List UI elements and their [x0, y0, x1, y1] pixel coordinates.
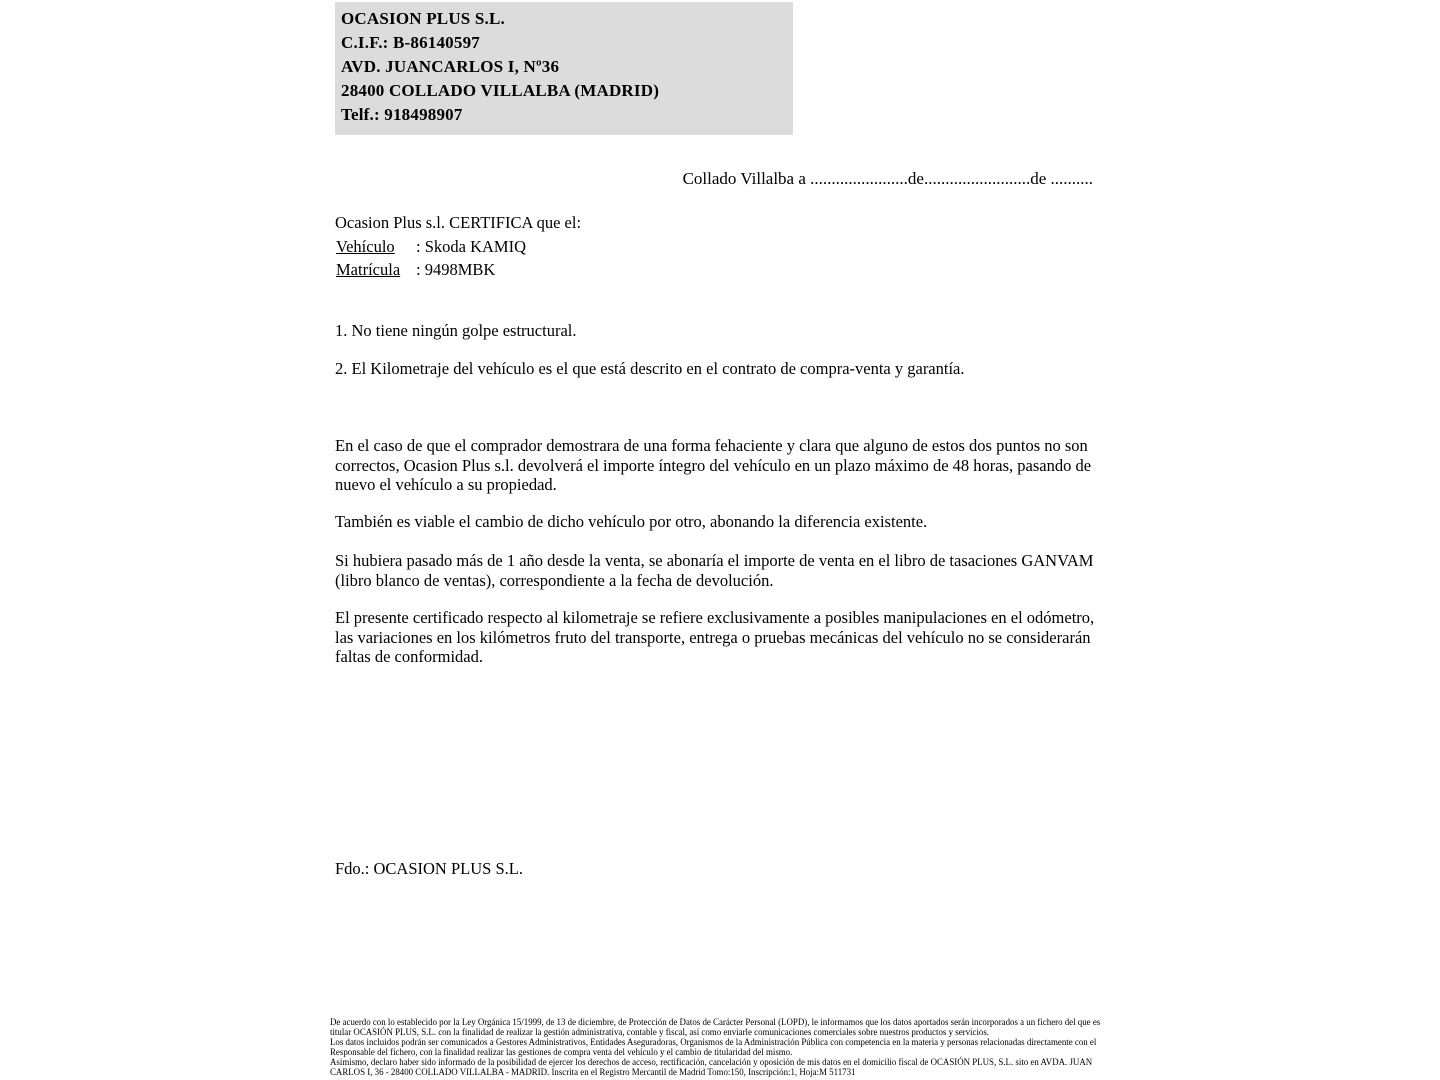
certifica-intro: Ocasion Plus s.l. CERTIFICA que el: [335, 213, 582, 232]
paragraph-refund: En el caso de que el comprador demostrara de una forma fehaciente y clara que alguno de estos dos puntos no son correctos, Ocasion Plus s.l. devolverá el importe íntegro del vehículo en un plazo máximo de 48 horas, pasando de nuevo el vehículo a su propiedad. [335, 436, 1092, 494]
vehicle-value: : Skoda KAMIQ [416, 237, 526, 256]
certificate-point-2: 2. El Kilometraje del vehículo es el que está descrito en el contrato de compra-venta y garantía. [335, 359, 965, 378]
company-city: 28400 COLLADO VILLALBA (MADRID) [341, 81, 660, 100]
legal-footer-line1: De acuerdo con lo establecido por la Ley Orgánica 15/1999, de 13 de diciembre, de Protección de Datos de Carácter Personal (LOPD), le informamos que los datos aportados serán incorporados a un fichero del que es titular OCASIÓN PLUS, S.L. con la finalidad de realizar la gestión administrativa, contable y fiscal, así como enviarle comunicaciones comerciales sobre nuestros productos y servicios. [330, 1017, 1101, 1038]
paragraph-odometer: El presente certificado respecto al kilometraje se refiere exclusivamente a posibles manipulaciones en el odómetro, las variaciones en los kilómetros fruto del transporte, entrega o pruebas mecánicas del vehículo no se considerarán faltas de conformidad. [335, 608, 1095, 666]
paragraph-exchange: También es viable el cambio de dicho vehículo por otro, abonando la diferencia existente. [335, 512, 928, 531]
vehicle-label: Vehículo [336, 237, 395, 256]
paragraph-ganvam: Si hubiera pasado más de 1 año desde la venta, se abonaría el importe de venta en el libro de tasaciones GANVAM (libro blanco de ventas), correspondiente a la fecha de devolución. [335, 551, 1094, 590]
company-cif: C.I.F.: B-86140597 [341, 33, 480, 52]
certificate-point-1: 1. No tiene ningún golpe estructural. [335, 321, 577, 340]
company-header-block [335, 2, 793, 135]
date-line: Collado Villalba a .......................de.........................de .......... [682, 169, 1093, 188]
company-name: OCASION PLUS S.L. [341, 9, 505, 28]
company-phone: Telf.: 918498907 [341, 105, 463, 124]
legal-footer-line3: Asimismo, declaro haber sido informado de la posibilidad de ejercer los derechos de acceso, rectificación, cancelación y oposición de mis datos en el domicilio fiscal de OCASIÓN PLUS, S.L. sito en AVDA. JUAN CARLOS I, 36 - 28400 COLLADO VILLALBA - MADRID. Inscrita en el Registro Mercantil de Madrid Tomo:150, Inscripción:1, Hoja:M 511731 [330, 1057, 1093, 1078]
plate-row [336, 260, 495, 280]
company-address: AVD. JUANCARLOS I, Nº36 [341, 57, 560, 76]
vehicle-row [336, 237, 526, 257]
legal-footer-line2: Los datos incluidos podrán ser comunicados a Gestores Administrativos, Entidades Aseguradoras, Organismos de la Administración Pública con competencia en la materia y personas relacionadas directamente con el Responsable del fichero, con la finalidad realizar las gestiones de compra venta del vehículo y el cambio de titularidad del mismo. [330, 1037, 1097, 1058]
signature-line: Fdo.: OCASION PLUS S.L. [335, 859, 523, 878]
plate-value: : 9498MBK [416, 260, 496, 279]
plate-label: Matrícula [336, 260, 401, 279]
legal-footer [330, 1017, 1102, 1078]
